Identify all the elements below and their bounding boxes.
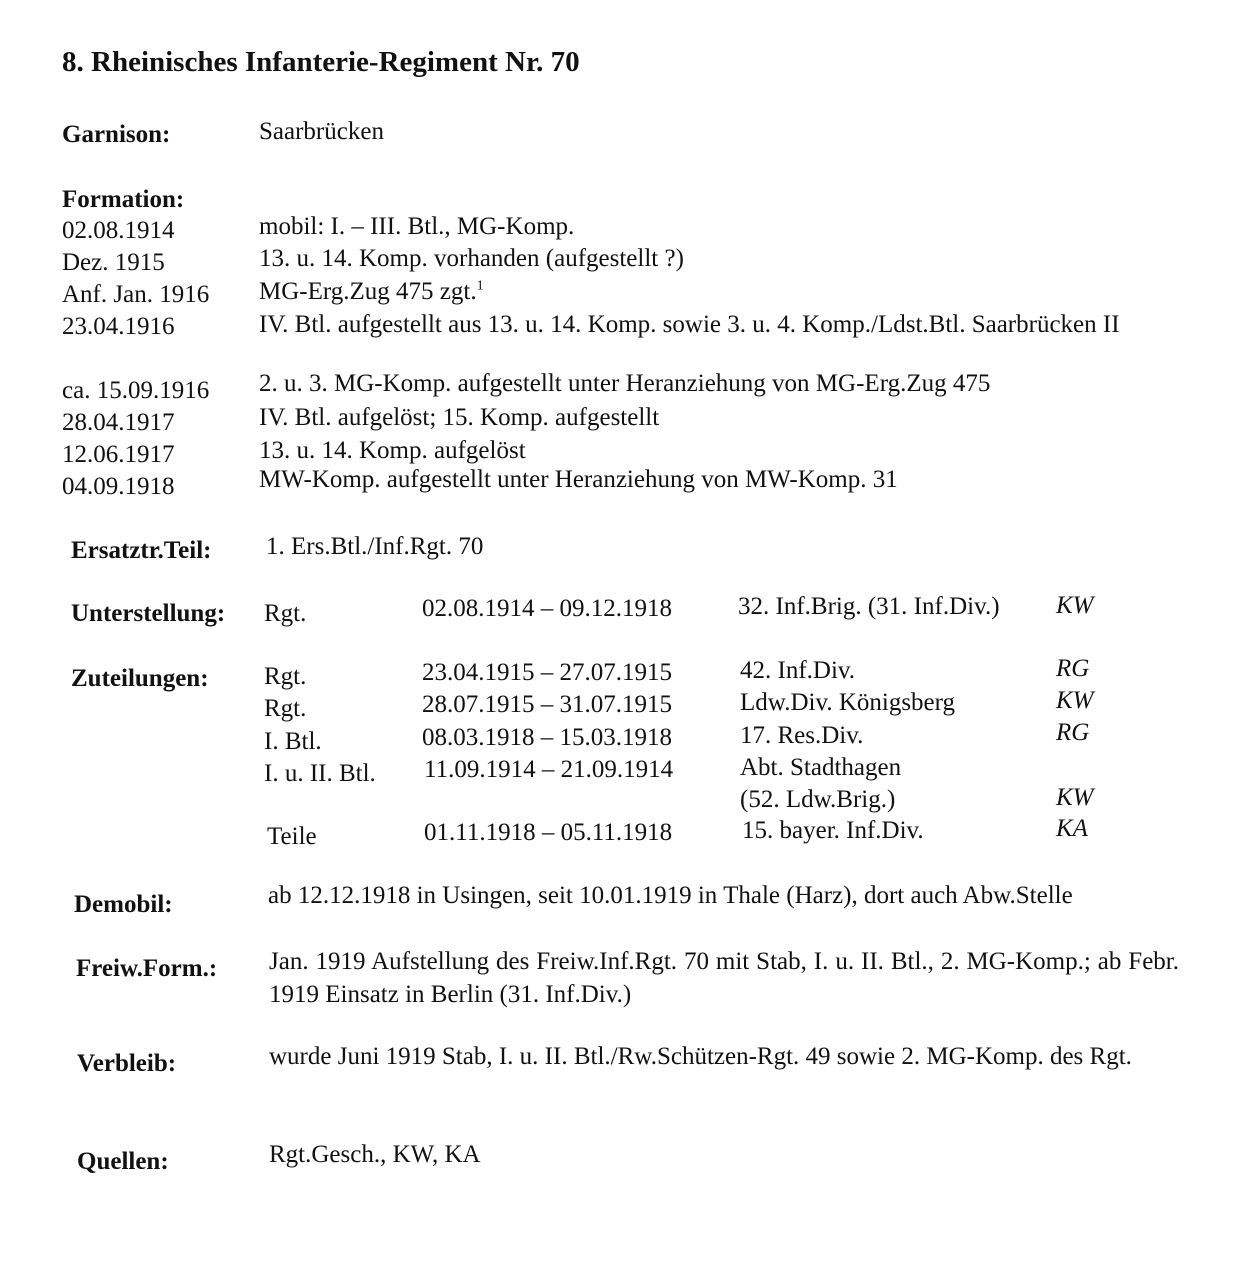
- zuteilung-source: KW: [1056, 687, 1094, 714]
- unterstellung-period: 02.08.1914 – 09.12.1918: [422, 595, 672, 622]
- zuteilung-period: 01.11.1918 – 05.11.1918: [424, 819, 673, 846]
- formation-date: ca. 15.09.1916: [62, 377, 210, 404]
- formation-text: IV. Btl. aufgestellt aus 13. u. 14. Komp. sowie 3. u. 4. Komp./Ldst.Btl. Saarbrücken II: [259, 311, 1120, 338]
- formation-text: IV. Btl. aufgelöst; 15. Komp. aufgestellt: [259, 404, 660, 431]
- verbleib-label: Verbleib:: [77, 1050, 177, 1077]
- freiw-value: Jan. 1919 Aufstellung des Freiw.Inf.Rgt. 70 mit Stab, I. u. II. Btl., 2. MG-Komp.; ab Febr. 1919 Einsatz in Berlin (31. Inf.Div.): [269, 948, 1179, 1008]
- zuteilung-period: 28.07.1915 – 31.07.1915: [422, 691, 672, 718]
- quellen-value: Rgt.Gesch., KW, KA: [269, 1141, 481, 1168]
- zuteilung-assignment: 15. bayer. Inf.Div.: [742, 817, 924, 844]
- verbleib-value: wurde Juni 1919 Stab, I. u. II. Btl./Rw.Schützen-Rgt. 49 sowie 2. MG-Komp. des Rgt.: [269, 1043, 1132, 1070]
- zuteilung-assignment: Ldw.Div. Königsberg: [740, 689, 956, 716]
- zuteilung-period: 23.04.1915 – 27.07.1915: [422, 659, 672, 686]
- zuteilung-source: RG: [1056, 719, 1090, 746]
- zuteilung-unit: Rgt.: [264, 695, 307, 722]
- formation-date: 28.04.1917: [62, 409, 175, 436]
- page-title: 8. Rheinisches Infanterie-Regiment Nr. 70: [62, 46, 580, 78]
- zuteilung-source: KA: [1056, 815, 1088, 842]
- unterstellung-source: KW: [1056, 592, 1094, 619]
- garnison-label: Garnison:: [62, 121, 171, 148]
- formation-date: Dez. 1915: [62, 249, 165, 276]
- demobil-label: Demobil:: [74, 891, 173, 918]
- unterstellung-unit: Rgt.: [264, 600, 307, 627]
- formation-text: mobil: I. – III. Btl., MG-Komp.: [259, 213, 575, 240]
- formation-text: [259, 278, 484, 306]
- formation-text: 2. u. 3. MG-Komp. aufgestellt unter Heranziehung von MG-Erg.Zug 475: [259, 370, 991, 397]
- zuteilung-unit: I. Btl.: [264, 728, 322, 755]
- quellen-label: Quellen:: [77, 1148, 169, 1175]
- zuteilung-assignment: Abt. Stadthagen: [740, 754, 902, 781]
- formation-date: 02.08.1914: [62, 217, 175, 244]
- formation-text: 13. u. 14. Komp. aufgelöst: [259, 437, 526, 464]
- ersatz-label: Ersatztr.Teil:: [71, 537, 212, 564]
- zuteilung-assignment: 42. Inf.Div.: [740, 657, 856, 684]
- formation-date: 04.09.1918: [62, 473, 175, 500]
- formation-label: Formation:: [62, 186, 185, 213]
- garnison-value: Saarbrücken: [259, 118, 384, 145]
- unterstellung-label: Unterstellung:: [71, 600, 226, 627]
- formation-date: 23.04.1916: [62, 313, 175, 340]
- formation-text: 13. u. 14. Komp. vorhanden (aufgestellt ?): [259, 245, 684, 272]
- zuteilung-source: RG: [1056, 655, 1090, 682]
- ersatz-value: 1. Ers.Btl./Inf.Rgt. 70: [266, 533, 484, 560]
- zuteilung-assignment: 17. Res.Div.: [740, 722, 864, 749]
- zuteilung-unit: Teile: [267, 823, 317, 850]
- zuteilung-source: KW: [1056, 784, 1094, 811]
- formation-text: MW-Komp. aufgestellt unter Heranziehung von MW-Komp. 31: [259, 466, 898, 493]
- zuteilungen-label: Zuteilungen:: [71, 665, 209, 692]
- zuteilung-period: 11.09.1914 – 21.09.1914: [424, 756, 674, 783]
- zuteilung-period: 08.03.1918 – 15.03.1918: [422, 724, 672, 751]
- footnote-marker: 1: [476, 278, 484, 294]
- zuteilung-unit: I. u. II. Btl.: [264, 760, 376, 787]
- demobil-value: ab 12.12.1918 in Usingen, seit 10.01.1919 in Thale (Harz), dort auch Abw.Stelle: [268, 882, 1073, 909]
- zuteilung-unit: Rgt.: [264, 663, 307, 690]
- zuteilung-assignment-cont: (52. Ldw.Brig.): [740, 786, 896, 813]
- formation-text-main: MG-Erg.Zug 475 zgt.: [259, 278, 477, 305]
- formation-date: 12.06.1917: [62, 441, 175, 468]
- freiw-label: Freiw.Form.:: [76, 955, 218, 982]
- formation-date: Anf. Jan. 1916: [62, 281, 210, 308]
- unterstellung-assignment: 32. Inf.Brig. (31. Inf.Div.): [738, 593, 1000, 620]
